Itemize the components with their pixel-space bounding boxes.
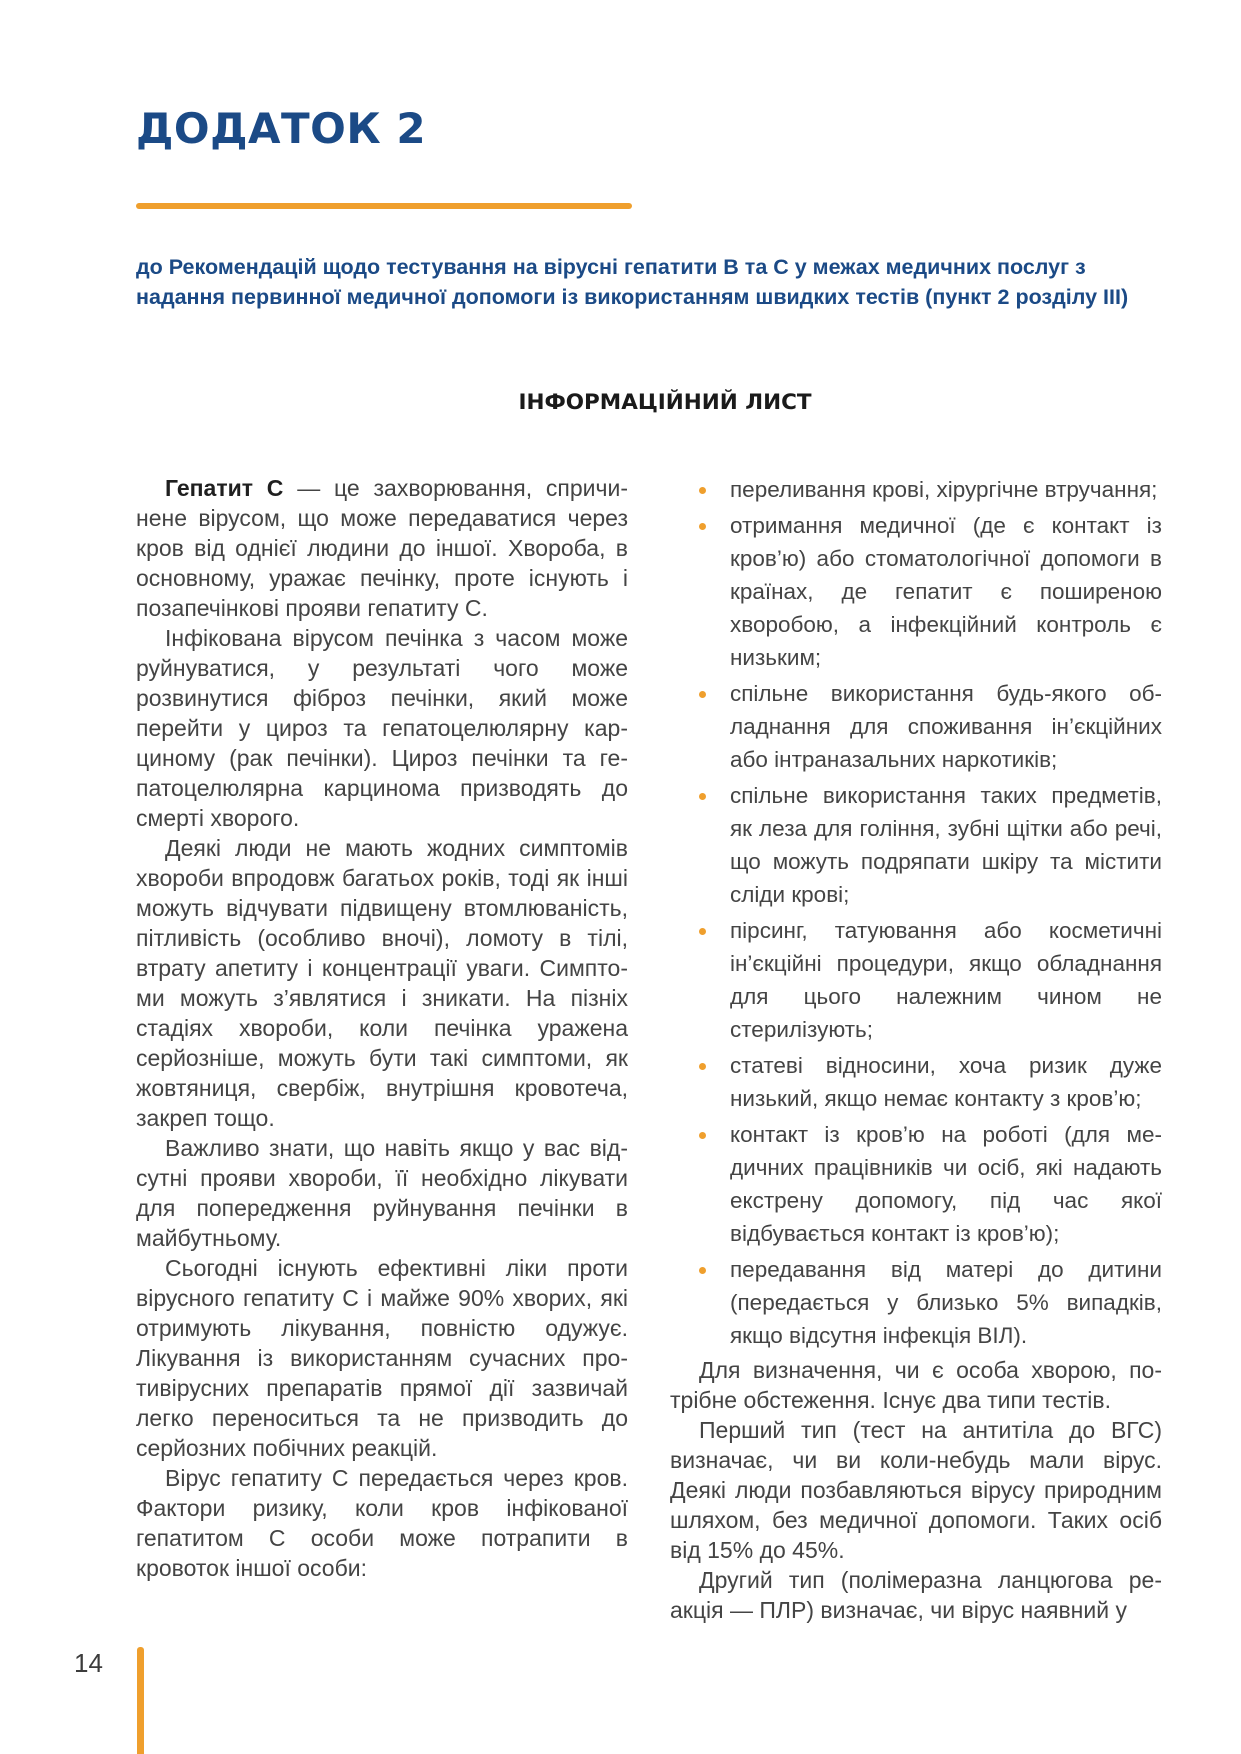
bullet-icon	[699, 1267, 706, 1274]
intro-term: Гепатит С	[165, 475, 284, 501]
list-item-text: спільне використання будь-якого обладнання для споживання ін’єкційних або інтраназальних наркотиків;	[730, 681, 1162, 772]
list-item-text: отримання медичної (де є контакт із кров’ю) або стоматологічної допомоги в країнах, де гепатит є поширеною хворобою, а інфекційний контроль є низьким;	[730, 513, 1162, 670]
page-accent-bar	[137, 1647, 144, 1754]
paragraph: Для визначення, чи є особа хворою, потрібне обстеження. Існує два типи тестів.	[670, 1357, 1162, 1413]
bullet-icon	[699, 691, 706, 698]
list-item	[670, 914, 1162, 1046]
bullet-icon	[699, 1132, 706, 1139]
appendix-title: ДОДАТОК 2	[136, 104, 427, 153]
title-underline	[136, 203, 632, 209]
list-item-text: спільне використання таких предметів, як леза для гоління, зубні щітки або речі, що можуть подряпати шкіру та містити сліди крові;	[730, 783, 1162, 907]
paragraph: Деякі люди не мають жодних симптомів хвороби впродовж багатьох років, тоді як інші можуть відчувати підвищену втомлюваність, пітливість (особливо вночі), ломоту в тілі, втрату апетиту і концентрації уваги. Симптоми можуть з’являтися і зникати. На пізніх стадіях хвороби, коли печінка уражена серйозніше, можуть бути такі симптоми, як жовтяниця, свербіж, внутрішня кровотеча, закреп тощо.	[136, 835, 628, 1131]
intro-paragraph	[136, 473, 628, 623]
appendix-subtitle: до Рекомендацій щодо тестування на вірусні гепатити В та С у межах медичних послуг з надання первинної медичної допомоги із використанням швидких тестів (пункт 2 розділу ІІІ)	[136, 255, 1129, 309]
paragraph: Інфікована вірусом печінка з часом може руйнуватися, у результаті чого може розвинутися фіброз печінки, який може перейти у цироз та гепатоцелюлярну карциному (рак печінки). Цироз печінки та гепатоцелюлярна карцинома призводять до смерті хворого.	[136, 625, 628, 831]
bullet-icon	[699, 487, 706, 494]
paragraph: Другий тип (полімеразна ланцюгова реакція — ПЛР) визначає, чи вірус наявний у	[670, 1567, 1162, 1623]
paragraph: Важливо знати, що навіть якщо у вас відсутні прояви хвороби, її необхідно лікувати для попередження руйнування печінки в майбутньому.	[136, 1135, 628, 1251]
section-title: ІНФОРМАЦІЙНИЙ ЛИСТ	[518, 390, 812, 415]
bullet-icon	[699, 928, 706, 935]
paragraph: Сьогодні існують ефективні ліки проти вірусного гепатиту С і майже 90% хворих, які отримують лікування, повністю одужує. Лікування із використанням сучасних противірусних препаратів прямої дії зазвичай легко переноситься та не призводить до серйозних побічних реакцій.	[136, 1255, 628, 1461]
list-item-text: передавання від матері до дитини (передається у близько 5% випадків, якщо відсутня інфекція ВІЛ).	[730, 1257, 1162, 1348]
risk-factor-list	[670, 473, 1162, 1352]
list-item	[670, 509, 1162, 674]
list-item-text: переливання крові, хірургічне втручання;	[730, 477, 1158, 502]
list-item	[670, 473, 1162, 506]
list-item	[670, 677, 1162, 776]
list-item	[670, 1118, 1162, 1250]
bullet-icon	[699, 1063, 706, 1070]
list-item-text: контакт із кров’ю на роботі (для медичних працівників чи осіб, які надають екстрену допомогу, під час якої відбувається контакт із кров’ю);	[730, 1122, 1162, 1246]
bullet-icon	[699, 523, 706, 530]
bullet-icon	[699, 793, 706, 800]
intro-text: — це захворювання, спричинене вірусом, що може передаватися через кров від однієї людини до іншої. Хвороба, в основному, уражає печінку, проте існують і позапечінкові прояви гепатиту С.	[136, 475, 629, 621]
list-item	[670, 779, 1162, 911]
paragraph: Перший тип (тест на антитіла до ВГС) визначає, чи ви коли-небудь мали вірус. Деякі люди позбавляються вірусу природним шляхом, без медичної допомоги. Таких осіб від 15% до 45%.	[670, 1417, 1162, 1563]
list-item-text: статеві відносини, хоча ризик дуже низький, якщо немає контакту з кров’ю;	[730, 1053, 1162, 1111]
list-item	[670, 1253, 1162, 1352]
right-column	[670, 473, 1162, 1625]
list-item-text: пірсинг, татуювання або косметичні ін’єкційні процедури, якщо обладнання для цього належним чином не стерилізують;	[730, 918, 1162, 1042]
page-number: 14	[74, 1648, 103, 1678]
list-item	[670, 1049, 1162, 1115]
paragraph: Вірус гепатиту С передається через кров. Фактори ризику, коли кров інфікованої гепатитом С особи може потрапити в кровоток іншої особи:	[136, 1465, 628, 1581]
left-column	[136, 473, 628, 1583]
